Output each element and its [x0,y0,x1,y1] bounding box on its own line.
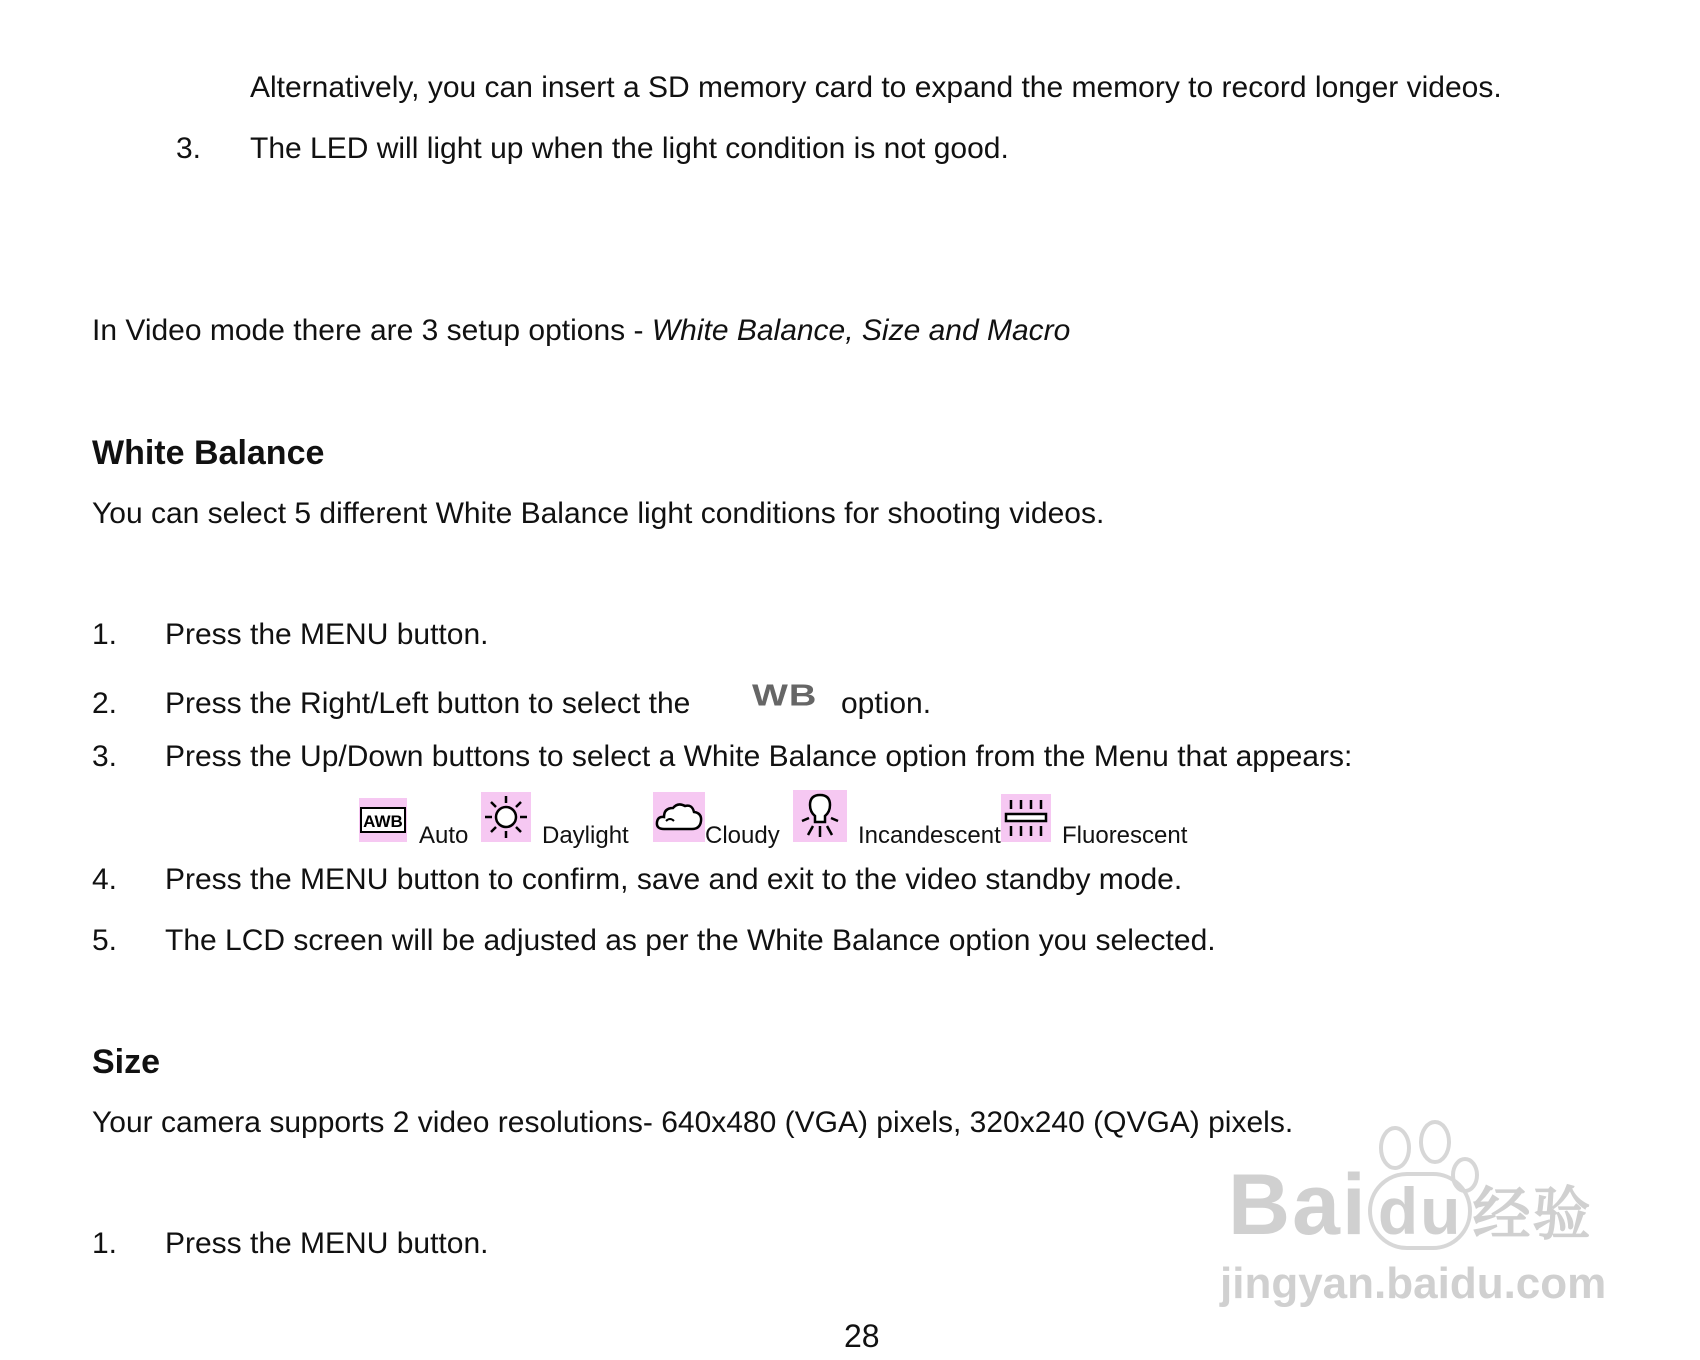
list-number: 4. [92,863,118,896]
white-balance-heading: White Balance [92,434,325,472]
video-mode-options: White Balance, Size and Macro [651,314,1071,347]
step-text: The LCD screen will be adjusted as per the White Balance option you selected. [165,924,1216,957]
watermark-brand: Bai du 经验 [1228,1157,1593,1253]
step-text: Press the Up/Down buttons to select a White Balance option from the Menu that appears: [165,740,1353,773]
video-mode-line [92,313,1070,349]
wb-option-label: Fluorescent [1062,822,1188,849]
step-text: option. [841,687,932,720]
wb-option-label: Daylight [542,822,629,849]
baidu-watermark [1220,1120,1630,1315]
list-number: 3. [92,740,118,773]
wb-option-label: Incandescent [858,822,1001,849]
step-text: Press the MENU button to confirm, save and exit to the video standby mode. [165,863,1183,896]
step-text: Press the MENU button. [165,1227,489,1260]
alternative-sd-line: Alternatively, you can insert a SD memory card to expand the memory to record longer videos. [250,71,1502,104]
wb-option-label: Auto [419,822,469,849]
list-number: 1. [92,1227,118,1260]
list-number: 2. [92,687,118,720]
list-number: 1. [92,618,118,651]
size-description: Your camera supports 2 video resolutions- 640x480 (VGA) pixels, 320x240 (QVGA) pixels. [92,1106,1294,1139]
wb-icon: WB [752,679,818,713]
size-heading: Size [92,1043,161,1081]
white-balance-description: You can select 5 different White Balance light conditions for shooting videos. [92,497,1105,530]
awb-icon [359,798,407,842]
step-text: Press the Right/Left button to select the [165,687,691,720]
sun-icon [481,792,531,842]
cloud-icon [653,792,705,842]
list-number: 3. [176,132,202,165]
awb-icon-text: AWB [363,812,403,831]
bulb-icon [793,790,847,842]
watermark-url: jingyan.baidu.com [1220,1259,1607,1308]
wb-option-label: Cloudy [705,822,780,849]
led-line: The LED will light up when the light condition is not good. [250,132,1009,165]
page-number: 28 [844,1318,880,1354]
list-number: 5. [92,924,118,957]
video-mode-lead: In Video mode there are 3 setup options - [92,314,652,347]
fluorescent-icon [1001,794,1051,842]
step-text: Press the MENU button. [165,618,489,651]
